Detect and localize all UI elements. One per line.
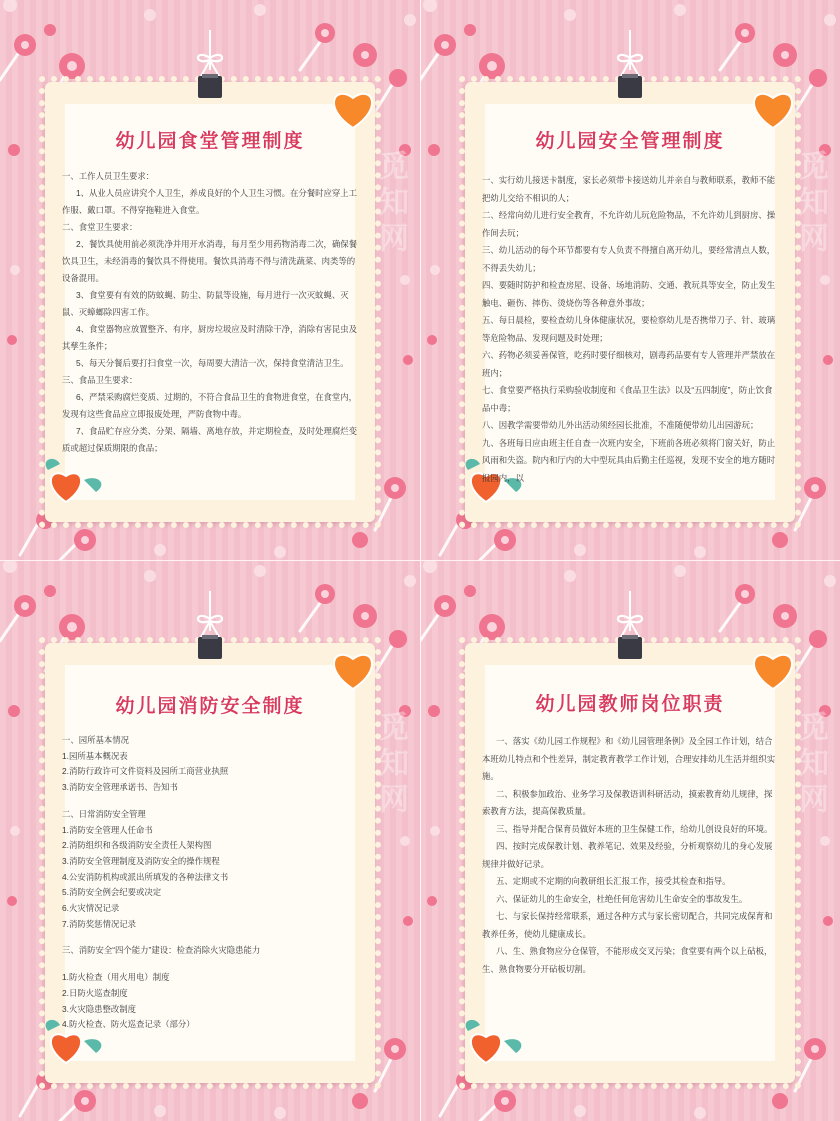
watermark-text: 觅知网 <box>793 150 828 258</box>
poster-panel-2 <box>420 0 840 560</box>
body-line: 3.火灾隐患整改制度 <box>62 1003 136 1014</box>
body-line: 七、与家长保持经常联系，通过各种方式与家长密切配合，共同完成保育和教养任务，使幼儿健康成长。 <box>482 911 773 939</box>
body-line: 四、按时完成保教计划、教养笔记、效果及经验，分析观察幼儿的身心发展规律并做好记录。 <box>482 841 773 869</box>
body-line: 六、保证幼儿的生命安全，杜绝任何危害幼儿生命安全的事故发生。 <box>496 893 748 904</box>
binder-clip-icon <box>185 591 235 671</box>
body-line: 3.消防安全管理承诺书、告知书 <box>62 782 178 793</box>
body-line: 4.公安消防机构或派出所填发的各种法律文书 <box>62 871 229 882</box>
winged-heart-icon <box>40 450 110 510</box>
winged-heart-icon <box>460 1011 530 1071</box>
watermark-text: 觅知网 <box>373 150 408 258</box>
binder-clip-icon <box>605 30 655 110</box>
panel-title: 幼儿园食堂管理制度 <box>115 130 305 152</box>
body-line: 四、要随时防护和检查房屋、设备、场地消防、交通、教玩具等安全，防止发生触电、砸伤、摔伤、烫烧伤等各种意外事故； <box>482 280 776 308</box>
body-line: 2.日防火巡查制度 <box>62 987 128 998</box>
body-line: 三、指导并配合保育员做好本班的卫生保健工作，给幼儿创设良好的环境。 <box>496 823 773 834</box>
body-line: 2.消防行政许可文件资料及园所工商营业执照 <box>62 766 229 777</box>
body-line: 3.消防安全管理制度及消防安全的操作规程 <box>62 855 220 866</box>
watermark-text: 觅知网 <box>373 711 408 819</box>
body-line: 一、园所基本情况 <box>62 735 129 745</box>
body-line: 二、经常向幼儿进行安全教育，不允许幼儿玩危险物品，不允许幼儿到厨房、操作间去玩； <box>482 210 776 238</box>
body-line: 3、食堂要有有效的防蚊蝇、防尘、防鼠等设施，每月进行一次灭蚊蝇、灭鼠、灭蟑螂除四害工作。 <box>62 290 349 317</box>
body-line: 1.消防安全管理人任命书 <box>62 824 153 835</box>
body-line: 5.消防安全例会纪要或决定 <box>62 887 162 898</box>
panel-title: 幼儿园安全管理制度 <box>535 130 725 152</box>
poster-panel-3 <box>0 561 420 1121</box>
body-line: 1.防火检查（用火用电）制度 <box>62 972 170 983</box>
body-line: 三、消防安全“四个能力”建设：检查消除火灾隐患能力 <box>62 945 261 956</box>
poster-panel-1 <box>0 0 420 560</box>
binder-clip-icon <box>185 30 235 110</box>
body-line: 二、日常消防安全管理 <box>62 808 146 819</box>
body-line: 五、定期或不定期的向教研组长汇报工作，接受其检查和指导。 <box>496 876 731 886</box>
poster-panel-4 <box>420 561 840 1121</box>
body-line: 二、积极参加政治、业务学习及保教语训科研活动，摸索教育幼儿规律，探索教育方法，提高保教质量。 <box>482 788 773 816</box>
body-line <box>62 932 358 943</box>
body-line: 6.火灾情况记录 <box>62 903 120 914</box>
body-line <box>62 959 358 970</box>
watermark-text: 觅知网 <box>793 711 828 819</box>
body-line: 一、落实《幼儿园工作规程》和《幼儿园管理条例》及全园工作计划，结合本班幼儿特点和个性差异，制定教育教学工作计划，合理安排幼儿生活并组织实施。 <box>482 736 776 781</box>
body-line: 1.园所基本概况表 <box>62 750 128 761</box>
panel-body <box>62 168 358 457</box>
panel-body <box>482 172 778 487</box>
body-line: 一、工作人员卫生要求： <box>62 171 155 181</box>
body-line: 二、食堂卫生要求： <box>62 222 138 232</box>
orange-heart-icon <box>750 649 796 693</box>
panel-title: 幼儿园消防安全制度 <box>115 695 305 717</box>
body-line: 5、每天分餐后要打扫食堂一次，每周要大清洁一次，保持食堂清洁卫生。 <box>76 358 349 368</box>
body-line: 九、各班每日应由班主任自查一次班内安全，下班前各班必须将门窗关好，防止风雨和失盗。院内和厅内的大中型玩具由后勤主任巡视，发现不安全的地方随时报园内，以 <box>482 437 776 483</box>
body-line: 7.消防奖惩情况记录 <box>62 918 136 929</box>
body-line: 六、药物必须妥善保管，吃药时要仔细核对，剧毒药品要有专人管理并严禁放在班内； <box>482 350 776 378</box>
panel-body <box>62 733 358 1033</box>
body-line: 4、食堂器物应放置整齐、有序，厨房垃圾应及时清除干净，消除有害昆虫及其孳生条件； <box>62 324 358 351</box>
body-line: 7、食品贮存应分类、分架、隔墙、离地存放，并定期检查，及时处理腐烂变质或超过保质期限的食品； <box>62 426 358 453</box>
body-line: 1、从业人员应讲究个人卫生，养成良好的个人卫生习惯。在分餐时应穿上工作服、戴口罩。不得穿拖鞋进入食堂。 <box>62 188 358 215</box>
body-line: 八、因教学需要带幼儿外出活动须经园长批准，不准随便带幼儿出园游玩； <box>482 420 759 430</box>
body-line: 4.防火检查、防火巡查记录（部分） <box>62 1019 195 1030</box>
panel-title: 幼儿园教师岗位职责 <box>535 693 725 715</box>
body-line: 6、严禁采购腐烂变质、过期的，不符合食品卫生的食物进食堂，在食堂内，发现有这些食品应立即报废处理，严防食物中毒。 <box>62 392 358 419</box>
panel-body <box>482 733 778 978</box>
orange-heart-icon <box>330 649 376 693</box>
body-line: 八、生、熟食物应分仓保管，不能形成交叉污染；食堂要有两个以上砧板，生、熟食物要分开砧板切割。 <box>482 946 773 974</box>
body-line: 2.消防组织和各级消防安全责任人架构图 <box>62 840 212 851</box>
body-line: 一、实行幼儿接送卡制度，家长必须带卡接送幼儿并亲自与教师联系，教师不能把幼儿交给不相识的人； <box>482 175 776 203</box>
body-line: 七、食堂要严格执行采购验收制度和《食品卫生法》以及“五四制度”，防止饮食品中毒； <box>482 385 773 413</box>
body-line <box>62 796 358 807</box>
body-line: 三、食品卫生要求： <box>62 375 138 385</box>
body-line: 五、每日晨检，要检查幼儿身体健康状况，要检察幼儿是否携带刀子、针、玻璃等危险物品、发现问题及时处理； <box>482 315 776 343</box>
binder-clip-icon <box>605 591 655 671</box>
body-line: 三、幼儿活动的每个环节都要有专人负责不得擅自离开幼儿，要经常清点人数，不得丢失幼儿； <box>482 245 776 273</box>
body-line: 2、餐饮具使用前必须洗净并用开水消毒，每月至少用药物消毒二次，确保餐饮具卫生，未经消毒的餐饮具不得使用。餐饮具消毒不得与清洗蔬菜、肉类等的设备混用。 <box>62 239 358 283</box>
